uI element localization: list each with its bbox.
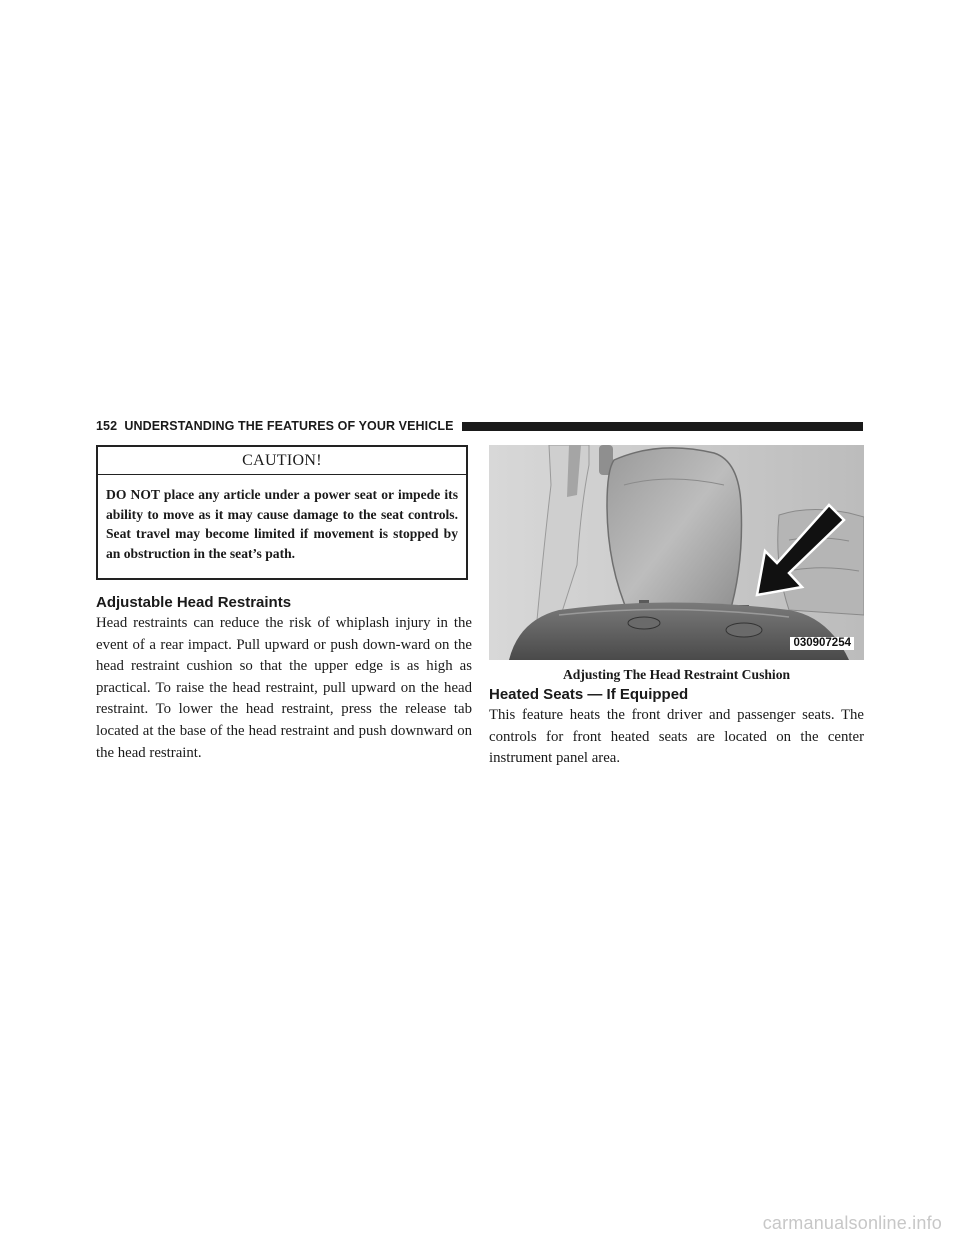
site-watermark: carmanualsonline.info <box>762 1213 942 1233</box>
caution-text: DO NOT place any article under a power seat or impede its ability to move as it may cause damage to the seat controls. Seat travel may become limited if movement is stopped by an obstruction in the seat’s path. <box>106 487 458 561</box>
heated-seats-heading: Heated Seats — If Equipped <box>489 686 689 703</box>
head-restraint-illustration <box>489 445 864 660</box>
page-number: 152 <box>96 419 118 433</box>
header-rule <box>462 422 863 431</box>
adjustable-head-restraints-text: Head restraints can reduce the risk of whiplash injury in the event of a rear impact. Pull upward or push down-ward on the head restraint cushion so that the upper edge is as high as practical. To raise the head restraint, pull upward on the head restraint. To lower the head restraint, press the release tab located at the base of the head restraint and push downward on the head restraint. <box>96 615 472 761</box>
heated-seats-text: This feature heats the front driver and passenger seats. The controls for front heated seats are located on the center instrument panel area. <box>489 707 864 767</box>
page-header <box>96 418 863 434</box>
caution-box <box>96 445 468 580</box>
figure-caption: Adjusting The Head Restraint Cushion <box>562 667 791 682</box>
page-header-text <box>96 419 454 433</box>
head-restraint-figure <box>489 445 864 660</box>
caution-title: CAUTION! <box>98 447 466 475</box>
section-title: UNDERSTANDING THE FEATURES OF YOUR VEHICLE <box>124 419 454 433</box>
figure-id: 030907254 <box>790 637 854 650</box>
adjustable-head-restraints-heading: Adjustable Head Restraints <box>96 594 292 611</box>
